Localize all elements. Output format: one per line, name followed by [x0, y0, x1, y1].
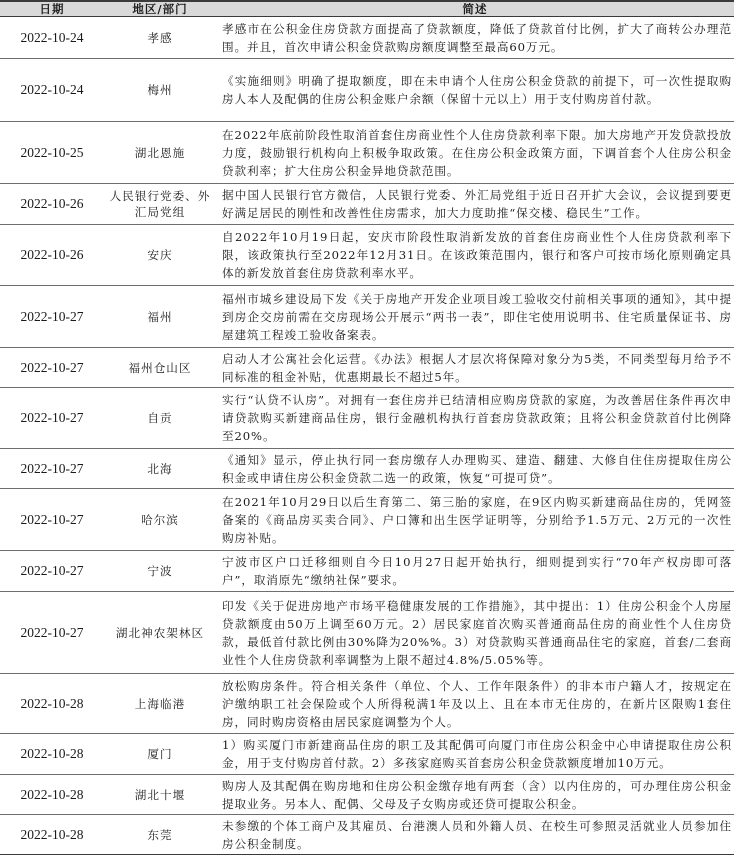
description-cell: 宁波市区户口迁移细则自今日10月27日起开始执行，细则提到实行“70年产权房即可落户”，取消原先“缴纳社保”要求。	[222, 555, 732, 587]
date-cell: 2022-10-27	[20, 410, 84, 425]
table-row	[0, 184, 734, 225]
table-row	[0, 592, 734, 674]
description-cell: 《实施细则》明确了提取额度，即在未申请个人住房公积金贷款的前提下，可一次性提取购房人本人及配偶的住房公积金账户余额（保留十元以上）用于支付购房首付款。	[222, 74, 732, 106]
date-cell: 2022-10-25	[20, 144, 84, 160]
date-cell: 2022-10-27	[20, 359, 84, 375]
date-cell: 2022-10-27	[20, 624, 84, 640]
region-cell: 北海	[147, 461, 173, 476]
description-cell: 孝感市在公积金住房贷款方面提高了贷款额度，降低了贷款首付比例，扩大了商转公办理范围。并且，首次申请公积金贷款购房额度调整至最高60万元。	[222, 21, 732, 54]
table-row	[0, 286, 734, 348]
description-cell: 《通知》显示，停止执行同一套房缴存人办理购买、建造、翻建、大修自住住房提取住房公积金或申请住房公积金贷款二选一的政策，恢复“可提可贷”。	[222, 452, 732, 485]
table-row	[0, 225, 734, 286]
header-date: 日期	[39, 2, 65, 16]
table-body	[0, 17, 734, 855]
description-cell: 实行“认贷不认房”。对拥有一套住房并已结清相应购房贷款的家庭，为改善居住条件再次申请贷款购买新建商品住房，银行金融机构执行首套房贷款政策；且将公积金贷款首付比例降至20%。	[222, 393, 732, 443]
date-cell: 2022-10-27	[20, 511, 84, 527]
region-cell: 梅州	[147, 83, 173, 97]
region-cell: 人民银行党委、外汇局党组	[109, 189, 211, 219]
table-row	[0, 489, 734, 551]
description-cell: 未参缴的个体工商户及其雇员、台港澳人员和外籍人员、在校生可参照灵活就业人员参加住房公积金制度。	[222, 818, 732, 851]
date-cell: 2022-10-28	[20, 746, 84, 761]
table-row	[0, 59, 734, 122]
date-cell: 2022-10-28	[20, 786, 84, 802]
description-cell: 福州市城乡建设局下发《关于房地产开发企业项目竣工验收交付前相关事项的通知》，其中提到房企交房前需在交房现场公开展示“两书一表”，即住宅使用说明书、住宅质量保证书、房屋建筑工程竣工验收备案表。	[222, 291, 732, 342]
region-cell: 哈尔滨	[141, 512, 179, 527]
header-description: 简述	[462, 2, 488, 16]
table-row	[0, 17, 734, 59]
description-cell: 1）购买厦门市新建商品住房的职工及其配偶可向厦门市住房公积金中心申请提取住房公积金，用于支付购房首付款。2）多孩家庭购买首套房公积金贷款额度增加10万元。	[222, 738, 732, 770]
table-row	[0, 449, 734, 489]
description-cell: 在2021年10月29日以后生育第二、第三胎的家庭，在9区内购买新建商品住房的，凭网签备案的《商品房买卖合同》、户口簿和出生医学证明等，分别给予1.5万元、2万元的一次性购房补贴。	[222, 494, 732, 545]
date-cell: 2022-10-27	[20, 308, 84, 324]
region-cell: 湖北神农架林区	[115, 625, 205, 640]
date-cell: 2022-10-26	[20, 247, 84, 262]
region-cell: 安庆	[147, 248, 173, 262]
region-cell: 厦门	[147, 747, 173, 761]
region-cell: 宁波	[147, 564, 173, 578]
description-cell: 放松购房条件。符合相关条件（单位、个人、工作年限条件）的非本市户籍人才，按规定在沪缴纳职工社会保险或个人所得税满1年及以上、且在本市无住房的，在新片区限购1套住房，同时购房资格由居民家庭调整为个人。	[222, 678, 732, 729]
region-cell: 东莞	[147, 827, 173, 842]
date-cell: 2022-10-27	[20, 460, 84, 476]
table-row	[0, 122, 734, 184]
region-cell: 上海临港	[134, 696, 186, 711]
table-row	[0, 348, 734, 388]
region-cell: 湖北十堰	[134, 787, 186, 802]
region-cell: 孝感	[147, 30, 173, 45]
header-region: 地区/部门	[132, 2, 188, 16]
date-cell: 2022-10-24	[20, 29, 84, 45]
date-cell: 2022-10-28	[20, 826, 84, 842]
date-cell: 2022-10-24	[20, 82, 84, 97]
table-row	[0, 674, 734, 734]
header-row	[0, 1, 734, 17]
table-row	[0, 775, 734, 815]
description-cell: 据中国人民银行官方微信，人民银行党委、外汇局党组于近日召开扩大会议，会议提到要更好满足居民的刚性和改善性住房需求，加大力度助推“保交楼、稳民生”工作。	[222, 188, 732, 220]
region-cell: 福州仓山区	[128, 360, 192, 375]
table-row	[0, 388, 734, 449]
date-cell: 2022-10-28	[20, 695, 84, 711]
table-header	[0, 1, 734, 17]
region-cell: 自贡	[147, 411, 173, 425]
date-cell: 2022-10-27	[20, 563, 84, 578]
table-row	[0, 734, 734, 775]
region-cell: 湖北恩施	[134, 145, 186, 160]
description-cell: 自2022年10月19日起，安庆市阶段性取消新发放的首套住房商业性个人住房贷款利率下限，该政策执行至2022年12月31日。在该政策范围内，银行和客户可按市场化原则确定具体的新发放首套住房贷款利率水平。	[222, 230, 732, 280]
region-cell: 福州	[147, 309, 173, 324]
table-row	[0, 815, 734, 855]
description-cell: 购房人及其配偶在购房地和住房公积金缴存地有两套（含）以内住房的，可办理住房公积金提取业务。另本人、配偶、父母及子女购房或还贷可提取公积金。	[222, 778, 732, 811]
description-cell: 在2022年底前阶段性取消首套住房商业性个人住房贷款利率下限。加大房地产开发贷款投放力度，鼓励银行机构向上积极争取政策。在住房公积金政策方面，下调首套个人住房公积金贷款利率；扩大住房公积金异地贷款范围。	[222, 127, 732, 178]
description-cell: 启动人才公寓社会化运营。《办法》根据人才层次将保障对象分为5类，不同类型每月给予不同标准的租金补贴，优惠期最长不超过5年。	[222, 351, 732, 384]
table-row	[0, 551, 734, 592]
description-cell: 印发《关于促进房地产市场平稳健康发展的工作措施》，其中提出：1）住房公积金个人房屋贷款额度由50万上调至60万元。2）居民家庭首次购买普通商品住房的商业性个人住房贷款，最低首付款比例由30%降为20%%。3）对贷款购买普通商品住宅的家庭，首套/二套商业性个人住房贷款利率调整为上限不超过4.8%/5.05%等。	[222, 598, 732, 667]
date-cell: 2022-10-26	[20, 196, 84, 211]
